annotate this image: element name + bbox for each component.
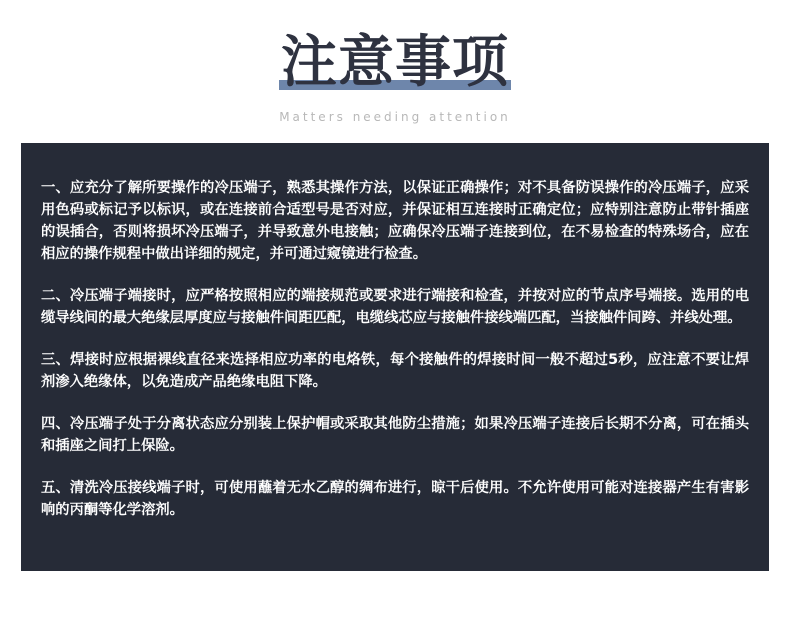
title-wrap bbox=[0, 30, 790, 96]
page-header bbox=[0, 0, 790, 135]
notes-panel bbox=[21, 143, 769, 571]
page-title: 注意事项 bbox=[281, 30, 509, 95]
page-subtitle: Matters needing attention bbox=[279, 110, 511, 124]
note-paragraph-5: 五、清洗冷压接线端子时，可使用蘸着无水乙醇的绸布进行，晾干后使用。不允许使用可能对连接器产生有害影响的丙酮等化学溶剂。 bbox=[41, 480, 749, 518]
note-paragraph-2: 二、冷压端子端接时，应严格按照相应的端接规范或要求进行端接和检查，并按对应的节点序号端接。选用的电缆导线间的最大绝缘层厚度应与接触件间距匹配，电缆线芯应与接触件接线端匹配，当接触件间跨、并线处理。 bbox=[41, 288, 749, 326]
note-paragraph-1: 一、应充分了解所要操作的冷压端子，熟悉其操作方法，以保证正确操作；对不具备防误操作的冷压端子，应采用色码或标记予以标识，或在连接前合适型号是否对应，并保证相互连接时正确定位；应特别注意防止带针插座的误插合，否则将损坏冷压端子，并导致意外电接触；应确保冷压端子连接到位，在不易检查的特殊场合，应在相应的操作规程中做出详细的规定，并可通过窥镜进行检查。 bbox=[41, 180, 749, 262]
note-paragraph-3: 三、焊接时应根据裸线直径来选择相应功率的电烙铁，每个接触件的焊接时间一般不超过5秒，应注意不要让焊剂渗入绝缘体，以免造成产品绝缘电阻下降。 bbox=[41, 352, 749, 390]
note-paragraph-4: 四、冷压端子处于分离状态应分别装上保护帽或采取其他防尘措施；如果冷压端子连接后长期不分离，可在插头和插座之间打上保险。 bbox=[41, 416, 749, 454]
title-block bbox=[281, 30, 509, 96]
